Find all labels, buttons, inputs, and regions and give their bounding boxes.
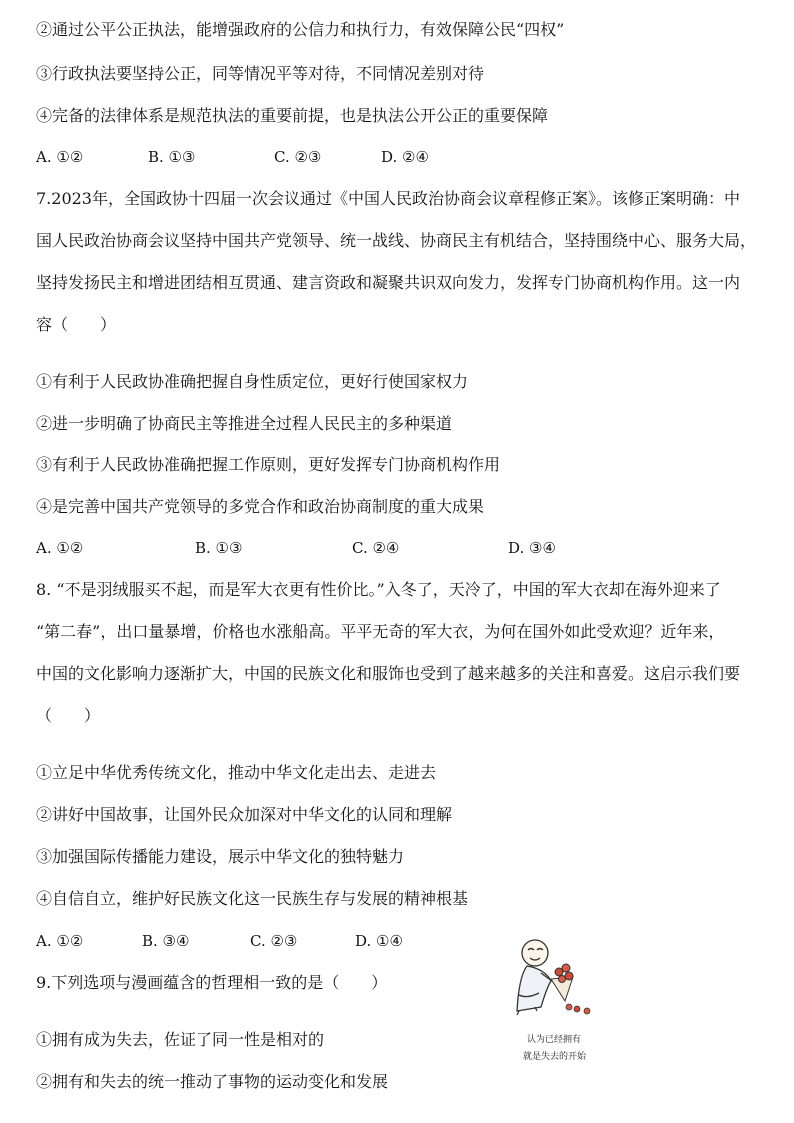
q8-statement-1: ①立足中华优秀传统文化，推动中华文化走出去、走进去 [36,763,437,782]
q9-cartoon [505,935,617,1075]
q6-statement-3: ③行政执法要坚持公正，同等情况平等对待，不同情况差别对待 [36,64,485,83]
q7-stem-line-2: 国人民政治协商会议坚持中国共产党领导、统一战线、协商民主有机结合，坚持围绕中心、服务大局， [36,231,757,250]
q8-statement-3: ③加强国际传播能力建设，展示中华文化的独特魅力 [36,847,405,866]
q8-stem-line-4: （ ） [36,706,101,725]
q8-choice-d[interactable]: D. ①④ [355,932,403,950]
q7-choice-d[interactable]: D. ③④ [508,539,556,557]
q8-stem-line-3: 中国的文化影响力逐渐扩大，中国的民族文化和服饰也受到了越来越多的关注和喜爱。这启示我们要 [36,664,741,683]
q7-choice-b[interactable]: B. ①③ [195,539,243,557]
q6-statement-4: ④完备的法律体系是规范执法的重要前提，也是执法公开公正的重要保障 [36,106,549,125]
q7-stem-line-4: 容（ ） [36,315,117,334]
monk-figure [517,940,555,1015]
q7-statement-2: ②进一步明确了协商民主等推进全过程人民民主的多种渠道 [36,414,453,433]
q8-choice-b[interactable]: B. ③④ [142,932,190,950]
cartoon-caption-line-2: 就是失去的开始 [523,1052,587,1062]
q6-choice-b[interactable]: B. ①③ [148,148,196,166]
falling-petals-icon [566,1004,590,1014]
q7-choice-c[interactable]: C. ②④ [352,539,400,557]
q9-statement-2: ②拥有和失去的统一推动了事物的运动变化和发展 [36,1072,389,1091]
q8-statement-2: ②讲好中国故事，让国外民众加深对中华文化的认同和理解 [36,805,453,824]
q8-choice-a[interactable]: A. ①② [36,932,84,950]
q8-stem-line-1: 8. “不是羽绒服买不起，而是军大衣更有性价比。”入冬了，天冷了，中国的军大衣却在海外迎来了 [36,580,721,599]
q9-stem: 9.下列选项与漫画蕴含的哲理相一致的是（ ） [36,973,388,992]
cartoon-caption-line-1: 认为已经拥有 [527,1035,582,1045]
q8-choice-c[interactable]: C. ②③ [250,932,298,950]
flower-bouquet-icon [551,964,573,1001]
q8-statement-4: ④自信自立，维护好民族文化这一民族生存与发展的精神根基 [36,889,469,908]
q6-choice-a[interactable]: A. ①② [36,148,84,166]
q8-stem-line-2: “第二春”，出口量暴增，价格也水涨船高。平平无奇的军大衣，为何在国外如此受欢迎？近年来， [36,622,725,641]
q7-stem-line-1: 7.2023年，全国政协十四届一次会议通过《中国人民政治协商会议章程修正案》。该修正案明确：中 [36,189,740,208]
q7-statement-4: ④是完善中国共产党领导的多党合作和政治协商制度的重大成果 [36,497,485,516]
q9-statement-1: ①拥有成为失去，佐证了同一性是相对的 [36,1030,325,1049]
q7-stem-line-3: 坚持发扬民主和增进团结相互贯通、建言资政和凝聚共识双向发力，发挥专门协商机构作用。这一内 [36,273,741,292]
q6-statement-2: ②通过公平公正执法，能增强政府的公信力和执行力，有效保障公民“四权” [36,20,565,39]
q7-statement-3: ③有利于人民政协准确把握工作原则，更好发挥专门协商机构作用 [36,455,501,474]
q6-choice-c[interactable]: C. ②③ [274,148,322,166]
q7-choice-a[interactable]: A. ①② [36,539,84,557]
q7-statement-1: ①有利于人民政协准确把握自身性质定位，更好行使国家权力 [36,372,469,391]
q6-choice-d[interactable]: D. ②④ [381,148,429,166]
